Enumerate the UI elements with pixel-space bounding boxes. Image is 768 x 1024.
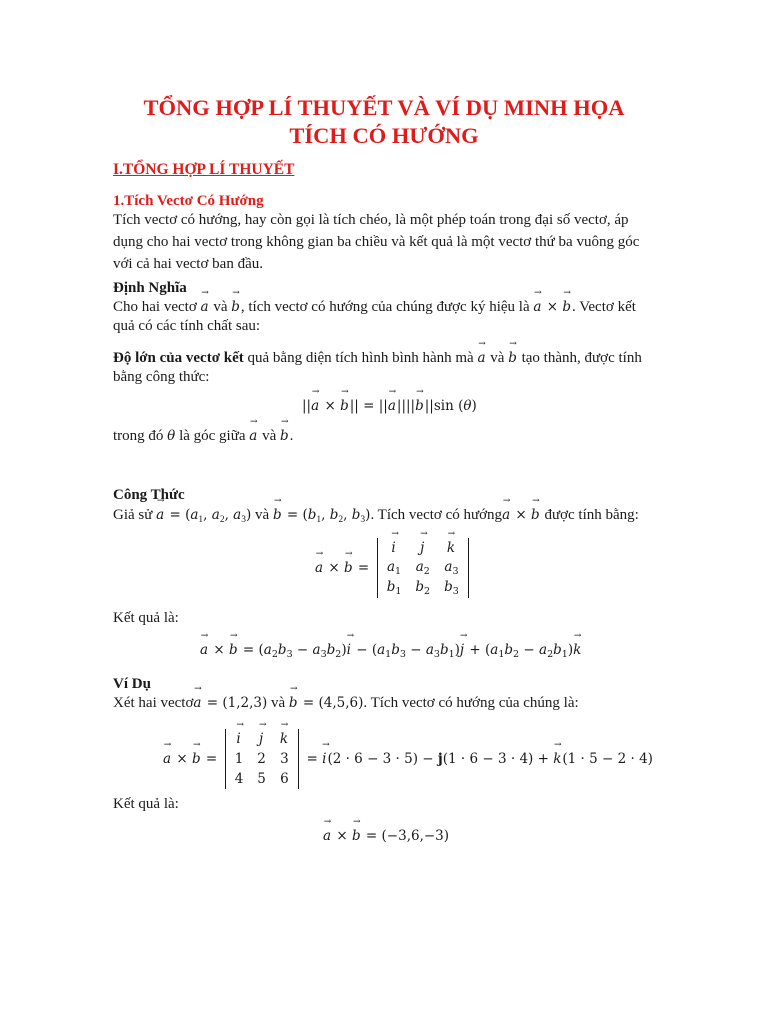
expanded-formula: → a × → $b = (a_2b_3 - a_3b_2)\to i - (a_1b_3 - a_3b_1)\to j + (a_1b_2 - a_2b_1)\to k$ <box>200 642 582 660</box>
formula-intro: Giả sử → $a = (a_1$, $a_2$, $a_3$) và → $b = (b_1$, $b_2$, $b_3$). Tích vectơ có hướng→ a × → b được tính bằng: <box>113 507 639 525</box>
magnitude-line-1: Độ lớn của vectơ kết quả bằng diện tích hình bình hành mà → a và → b tạo thành, được tính <box>113 350 642 367</box>
title-line-1: TỔNG HỢP LÍ THUYẾT VÀ VÍ DỤ MINH HỌA <box>143 95 625 120</box>
magnitude-formula: ||→ a × → b|| = ||→ a||||→ b||sin (θ) <box>302 398 477 414</box>
definition-heading: Định Nghĩa <box>113 280 187 296</box>
example-intro: Xét hai vectơ→ a = (1,2,3) và → b = (4,5,6). Tích vectơ có hướng của chúng là: <box>113 695 579 712</box>
example-result: → a × → b = (−3,6,−3) <box>323 828 449 844</box>
result-label-2: Kết quả là: <box>113 796 179 812</box>
title-line-2: TÍCH CÓ HƯỚNG <box>289 123 479 148</box>
definition-line-2: quả có các tính chất sau: <box>113 318 261 334</box>
intro-paragraph: Tích vectơ có hướng, hay còn gọi là tích chéo, là một phép toán trong đại số vectơ, áp dụng cho hai vectơ trong không gian ba chiều và kết quả là một vectơ thứ ba vuông góc với cả hai vectơ ban đầu. <box>113 212 640 272</box>
example-heading: Ví Dụ <box>113 676 151 692</box>
determinant-formula: → a × → b = → i → j → k $a_1$ $a_2$ $a_3$ $b_1$ $b_2$ $b_3$ <box>315 538 472 598</box>
formula-heading: Công Thức <box>113 487 185 503</box>
definition-line-1: Cho hai vectơ → a và → b, tích vectơ có hướng của chúng được ký hiệu là → a × → b. Vectơ kết <box>113 299 636 316</box>
angle-note: trong đó θ là góc giữa → a và → b. <box>113 428 293 445</box>
subsection-heading: 1.Tích Vectơ Có Hướng <box>113 193 264 209</box>
example-matrix: → i → j → k 1 2 3 4 5 6 <box>225 729 299 789</box>
section-heading: I.TỔNG HỢP LÍ THUYẾT <box>113 161 295 178</box>
magnitude-line-2: bằng công thức: <box>113 369 210 385</box>
result-label-1: Kết quả là: <box>113 610 179 626</box>
example-determinant: → a × → b = → i → j → k 1 2 3 4 5 6 = → i(2 · 6 − 3 · 5) − j(1 · 6 − 3 · 4) + → k(1 · 5 − 2 · 4) <box>163 729 653 789</box>
determinant-matrix: → i → j → k $a_1$ $a_2$ $a_3$ $b_1$ $b_2$ $b_3$ <box>377 538 469 598</box>
